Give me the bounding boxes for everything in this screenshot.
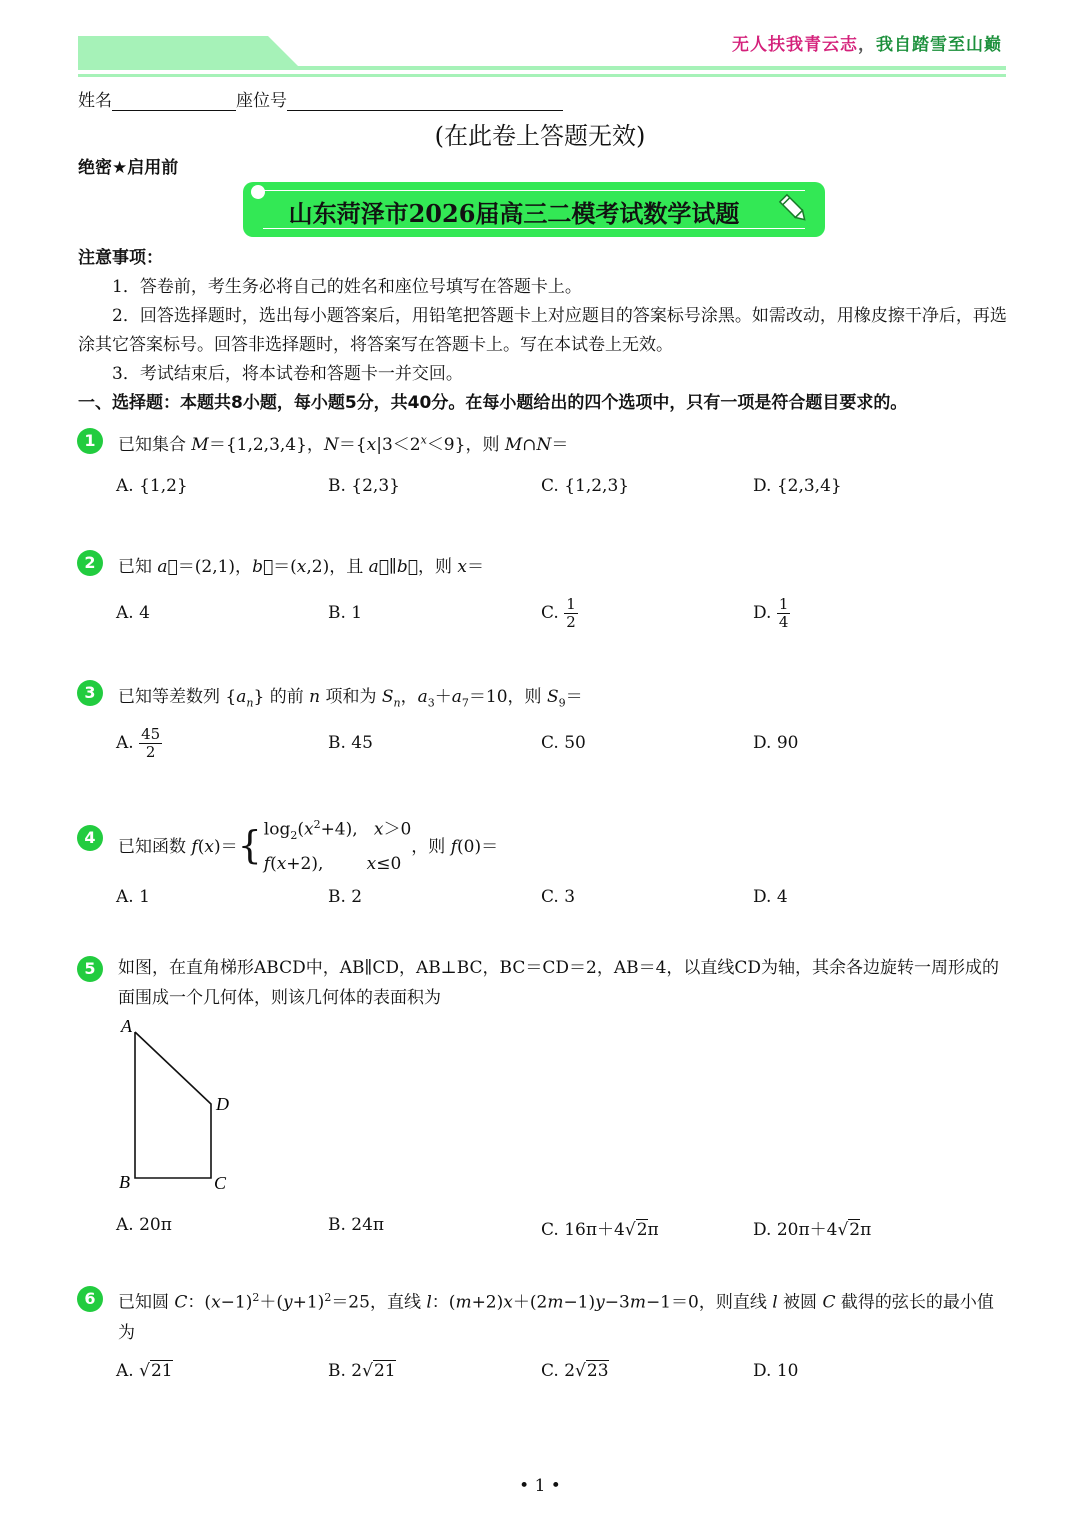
header-motto	[732, 30, 1002, 55]
question-number: 3	[77, 680, 103, 706]
motto-right: 我自踏雪至山巅	[876, 35, 1002, 55]
question-5-text: 如图，在直角梯形ABCD中，AB∥CD，AB⊥BC，BC＝CD＝2，AB＝4，以直线CD为轴，其余各边旋转一周形成的面围成一个几何体，则该几何体的表面积为	[118, 958, 1000, 1008]
seat-label: 座位号	[236, 91, 287, 111]
student-info-line	[78, 86, 563, 111]
note-item-2: 2．回答选择题时，选出每小题答案后，用铅笔把答题卡上对应题目的答案标号涂黑。如需改动，用橡皮擦干净后，再选涂其它答案标号。回答非选择题时，将答案写在答题卡上。写在本试卷上无效。	[78, 306, 1007, 355]
header-rule	[78, 66, 1006, 70]
question-1-text: 已知集合 M＝{1,2,3,4}，$N=\{x|3<2^x<9\}$，则 M∩N＝	[118, 433, 569, 455]
title-banner	[243, 182, 825, 237]
vertex-label-c: C	[214, 1173, 227, 1193]
option-a: A. $\frac{45}{2}$	[116, 725, 161, 761]
name-blank	[112, 92, 236, 111]
question-number: 5	[77, 956, 103, 982]
question-4-text: 已知函数 f(x)＝{ $\log_2(x^2+4)$, x＞0 f(x+2), x≤0，则 f(0)＝	[118, 818, 499, 875]
option-b: B. 45	[328, 733, 373, 753]
option-b: B. 2√21	[328, 1361, 396, 1381]
question-6-text: 已知圆 C：$(x-1)^2+(y+1)^2=25$，直线 l：(m+2)x＋(2m−1)y−3m−1＝0，则直线 l 被圆 C 截得的弦长的最小值为	[118, 1291, 994, 1343]
option-c: C. 2√23	[541, 1361, 609, 1381]
option-d: D. $\frac{1}{4}$	[753, 595, 789, 631]
option-c: C. 3	[541, 887, 576, 907]
question-number: 2	[77, 550, 103, 576]
secret-label: 绝密★启用前	[78, 158, 179, 178]
trapezoid-figure	[78, 1020, 258, 1200]
notes-block	[78, 244, 1008, 389]
option-d: D. 10	[753, 1361, 799, 1381]
motto-separator: ，	[858, 35, 876, 55]
section-heading: 一、选择题：本题共8小题，每小题5分，共40分。在每小题给出的四个选项中，只有一项是符合题目要求的。	[78, 393, 908, 413]
option-c: C. 50	[541, 733, 586, 753]
notice-title: (在此卷上答题无效)	[434, 122, 646, 150]
header-rule-thin	[78, 74, 1006, 77]
note-item-1: 1．答卷前，考生务必将自己的姓名和座位号填写在答题卡上。	[112, 277, 582, 297]
vertex-label-b: B	[119, 1172, 130, 1192]
question-number: 6	[77, 1286, 103, 1312]
vertex-label-d: D	[216, 1094, 229, 1114]
page-number: • 1 •	[519, 1476, 561, 1496]
option-a: A. 4	[116, 603, 150, 623]
header-tab	[78, 36, 298, 66]
seat-blank	[287, 92, 563, 111]
option-a: A. 1	[116, 887, 150, 907]
option-a: A. √21	[116, 1361, 173, 1381]
option-b: B. 1	[328, 603, 363, 623]
option-a: A. {1,2}	[116, 476, 188, 496]
pencil-icon	[777, 192, 811, 226]
option-c: C. 16π＋4√2π	[541, 1220, 659, 1240]
option-d: D. 4	[753, 887, 788, 907]
question-number: 4	[77, 825, 103, 851]
option-b: B. 24π	[328, 1215, 385, 1235]
vertex-label-a: A	[121, 1020, 132, 1036]
option-b: B. 2	[328, 887, 363, 907]
option-d: D. 90	[753, 733, 799, 753]
option-d: D. {2,3,4}	[753, 476, 842, 496]
question-2-text: 已知 a⃗＝(2,1)，b⃗＝(x,2)，且 a⃗∥b⃗，则 x＝	[118, 557, 484, 577]
option-a: A. 20π	[116, 1215, 172, 1235]
exam-title: 山东菏泽市2026届高三二模考试数学试题	[288, 199, 740, 228]
name-label: 姓名	[78, 91, 112, 111]
motto-left: 无人扶我青云志	[732, 35, 858, 55]
notes-heading: 注意事项：	[78, 248, 163, 268]
question-3-text: 已知等差数列 $\{a_n\}$ 的前 n 项和为 $S_n$，$a_3+a_7=10$，则 $S_9=$	[118, 687, 583, 710]
option-c: C. $\frac{1}{2}$	[541, 595, 576, 631]
option-c: C. {1,2,3}	[541, 476, 630, 496]
question-number: 1	[77, 428, 103, 454]
note-item-3: 3．考试结束后，将本试卷和答题卡一并交回。	[112, 364, 463, 384]
option-b: B. {2,3}	[328, 476, 400, 496]
option-d: D. 20π＋4√2π	[753, 1220, 872, 1240]
